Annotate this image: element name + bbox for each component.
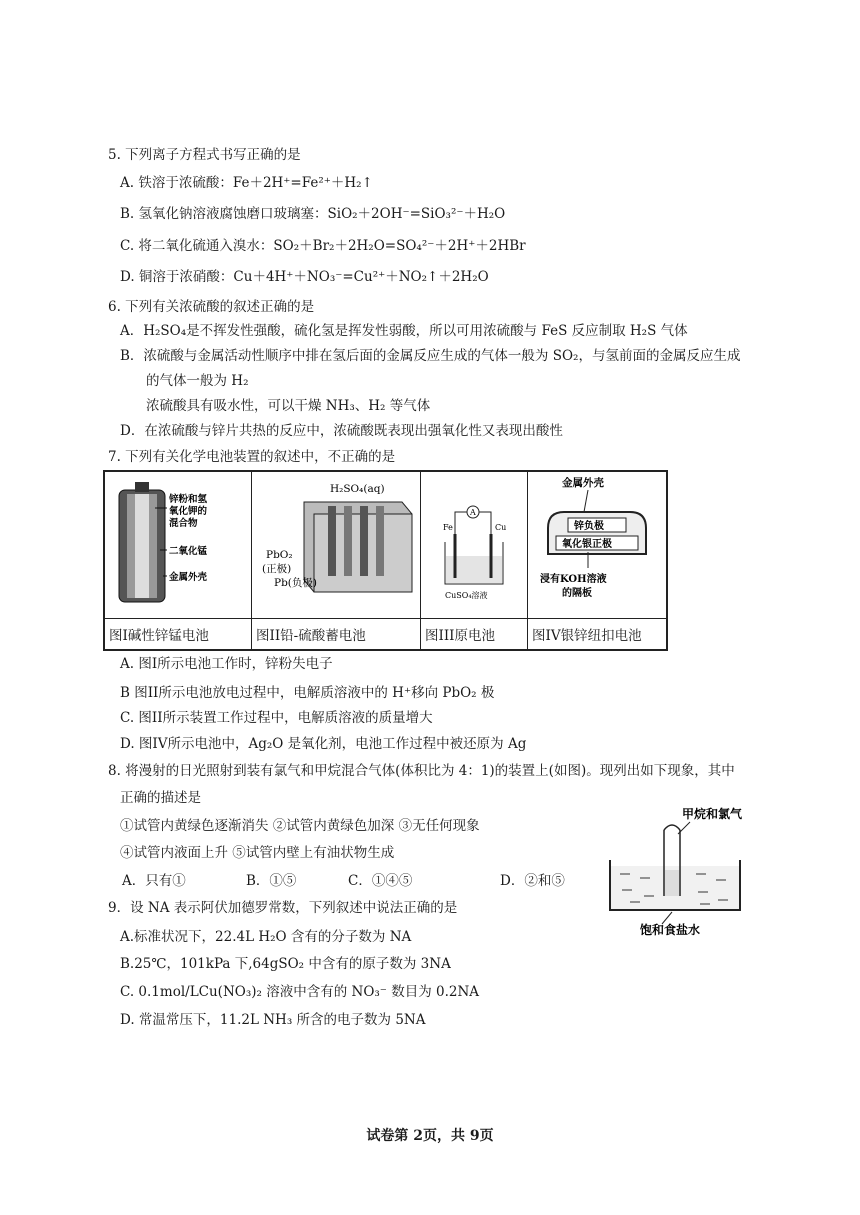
methane-chlorine-diagram xyxy=(600,800,750,944)
fig2-lead-acid-battery xyxy=(252,471,421,619)
fig3-label-solution: CuSO₄溶液 xyxy=(445,591,488,600)
fig3-label-cu: Cu xyxy=(495,523,507,532)
battery-figure-table xyxy=(103,470,668,651)
fig4-label-shell: 金属外壳 xyxy=(562,477,604,489)
q6-option-b-cont: 的气体一般为 H₂ xyxy=(146,373,249,389)
fig2-label-pbo2: PbO₂ xyxy=(266,549,293,561)
fig4-label-separator-2: 的隔板 xyxy=(562,588,592,599)
q7-option-b: B 图II所示电池放电过程中，电解质溶液中的 H⁺移向 PbO₂ 极 xyxy=(120,685,495,701)
fig1-alkaline-battery xyxy=(104,471,252,619)
fig2-label-electrolyte: H₂SO₄(aq) xyxy=(330,483,385,495)
fig4-button-battery xyxy=(528,471,668,619)
q8-option-c: C．①④⑤ xyxy=(348,873,413,889)
fig1-label-4: 二氧化锰 xyxy=(169,546,208,557)
page-footer: 试卷第 2页，共 9页 xyxy=(366,1128,494,1144)
q8-stem-cont: 正确的描述是 xyxy=(120,790,201,806)
fig1-caption: 图I碱性锌锰电池 xyxy=(104,619,252,651)
q6-option-d: D．在浓硫酸与锌片共热的反应中，浓硫酸既表现出强氧化性又表现出酸性 xyxy=(120,423,563,439)
q9-option-c: C. 0.1mol/LCu(NO₃)₂ 溶液中含有的 NO₃⁻ 数目为 0.2NA xyxy=(120,984,480,1000)
q6-option-c: 浓硫酸具有吸水性，可以干燥 NH₃、H₂ 等气体 xyxy=(146,398,431,414)
fig1-label-3: 混合物 xyxy=(169,518,198,529)
q6-stem: 6. 下列有关浓硫酸的叙述正确的是 xyxy=(108,299,315,315)
q8-items-2: ④试管内液面上升 ⑤试管内壁上有油状物生成 xyxy=(120,845,395,861)
q8-option-b: B．①⑤ xyxy=(246,873,297,889)
fig1-label-2: 氧化钾的 xyxy=(169,506,208,517)
q8-items-1: ①试管内黄绿色逐渐消失 ②试管内黄绿色加深 ③无任何现象 xyxy=(120,818,480,834)
q5-option-c: C. 将二氧化硫通入溴水：SO₂＋Br₂＋2H₂O=SO₄²⁻＋2H⁺＋2HBr xyxy=(120,238,526,254)
q5-option-a: A. 铁溶于浓硫酸：Fe＋2H⁺=Fe²⁺＋H₂↑ xyxy=(120,175,373,191)
fig3-caption: 图III原电池 xyxy=(421,619,528,651)
fig2-caption: 图II铅-硫酸蓄电池 xyxy=(252,619,421,651)
diagram-label-brine: 饱和食盐水 xyxy=(640,923,701,937)
fig2-label-negative: Pb(负极) xyxy=(274,577,317,589)
q9-stem: 9．设 NA 表示阿伏加德罗常数，下列叙述中说法正确的是 xyxy=(108,900,458,916)
q9-option-d: D. 常温常压下，11.2L NH₃ 所含的电子数为 5NA xyxy=(120,1012,426,1028)
fig2-label-positive: (正极) xyxy=(262,563,292,575)
fig4-label-separator-1: 浸有KOH溶液 xyxy=(540,574,607,585)
fig4-label-anode: 锌负极 xyxy=(574,521,604,532)
fig3-label-fe: Fe xyxy=(443,523,453,532)
q5-option-b: B. 氢氧化钠溶液腐蚀磨口玻璃塞：SiO₂＋2OH⁻=SiO₃²⁻＋H₂O xyxy=(120,206,506,222)
diagram-label-gas: 甲烷和氯气 xyxy=(682,807,743,821)
q8-option-d: D．②和⑤ xyxy=(500,873,565,889)
q7-option-d: D. 图IV所示电池中，Ag₂O 是氧化剂，电池工作过程中被还原为 Ag xyxy=(120,736,527,752)
fig1-label-5: 金属外壳 xyxy=(169,572,208,583)
q6-option-a: A．H₂SO₄是不挥发性强酸，硫化氢是挥发性弱酸，所以可用浓硫酸与 FeS 反应制取 H₂S 气体 xyxy=(120,323,688,339)
fig4-label-cathode: 氧化银正极 xyxy=(562,539,612,550)
fig4-caption: 图IV银锌纽扣电池 xyxy=(528,619,668,651)
q7-stem: 7. 下列有关化学电池装置的叙述中，不正确的是 xyxy=(108,449,396,465)
fig3-galvanic-cell xyxy=(421,471,528,619)
q8-stem: 8. 将漫射的日光照射到装有氯气和甲烷混合气体(体积比为 4：1)的装置上(如图)。现列出如下现象，其中 xyxy=(108,763,735,779)
fig3-label-ammeter: A xyxy=(470,508,476,517)
fig1-label-1: 锌粉和氢 xyxy=(169,494,208,505)
q9-option-b: B.25℃，101kPa 下,64gSO₂ 中含有的原子数为 3NA xyxy=(120,956,451,972)
q9-option-a: A.标准状况下，22.4L H₂O 含有的分子数为 NA xyxy=(120,929,412,945)
q7-option-c: C. 图II所示装置工作过程中，电解质溶液的质量增大 xyxy=(120,710,433,726)
q6-option-b: B．浓硫酸与金属活动性顺序中排在氢后面的金属反应生成的气体一般为 SO₂，与氢前面的金属反应生成 xyxy=(120,348,741,364)
q7-option-a: A. 图I所示电池工作时，锌粉失电子 xyxy=(120,656,333,672)
q8-option-a: A．只有① xyxy=(122,873,186,889)
q5-option-d: D. 铜溶于浓硝酸：Cu＋4H⁺＋NO₃⁻=Cu²⁺＋NO₂↑＋2H₂O xyxy=(120,269,489,285)
q5-stem: 5. 下列离子方程式书写正确的是 xyxy=(108,147,301,163)
